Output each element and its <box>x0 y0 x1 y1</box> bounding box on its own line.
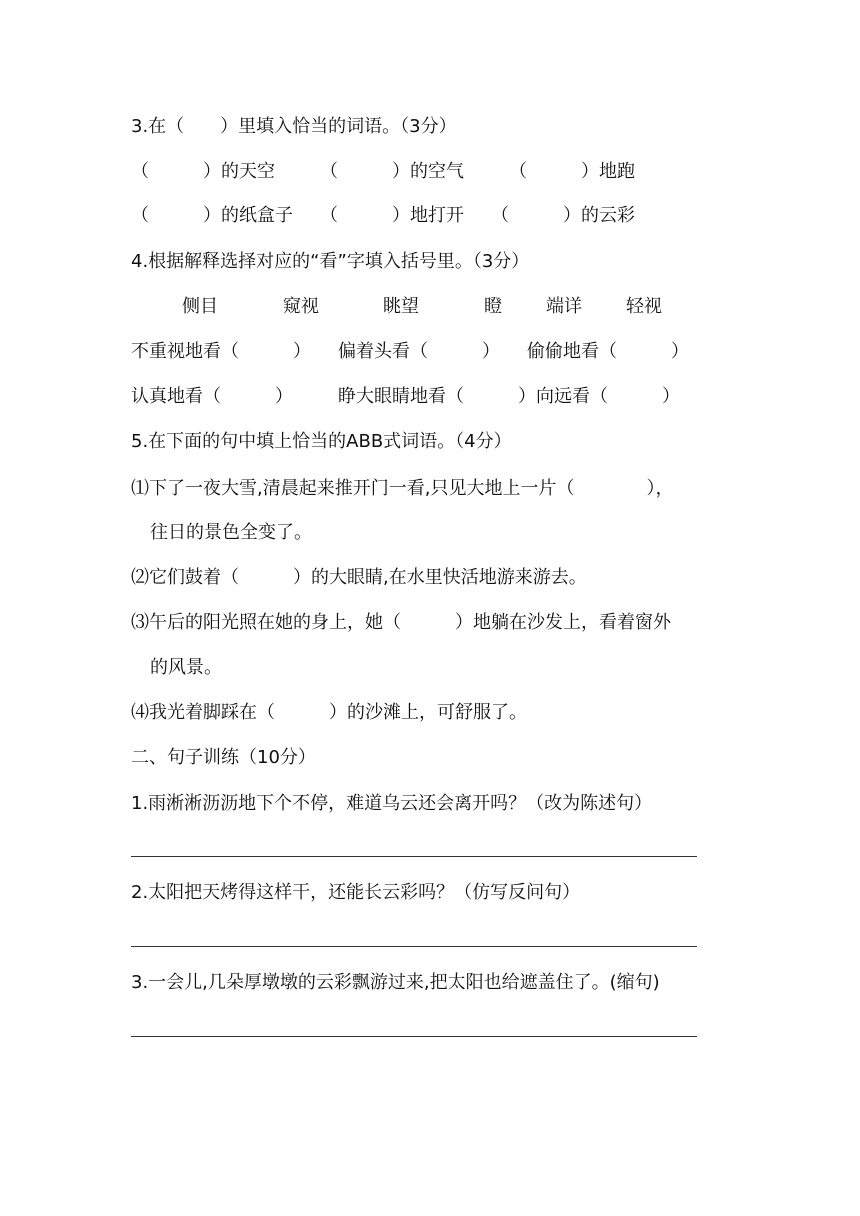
answer-line-3[interactable] <box>131 1036 697 1037</box>
q4-option: 端详 <box>546 296 582 317</box>
q5-sentence-3-cont: 的风景。 <box>150 657 222 678</box>
q4-option: 轻视 <box>626 296 662 317</box>
q5-sentence-1: ⑴下了一夜大雪,清晨起来推开门一看,只见大地上一片（ ）， <box>131 478 674 499</box>
q5-sentence-2: ⑵它们鼓着（ ）的大眼睛,在水里快活地游来游去。 <box>131 567 587 588</box>
q3-row-1: （ ）的天空 （ ）的空气 （ ）地跑 <box>131 161 635 182</box>
q5-title: 5.在下面的句中填上恰当的ABB式词语。（4分） <box>131 431 512 452</box>
q4-title: 4.根据解释选择对应的“看”字填入括号里。（3分） <box>131 251 530 272</box>
section-2-title: 二、句子训练（10分） <box>131 747 316 768</box>
section-2-item-2: 2.太阳把天烤得这样干，还能长云彩吗？（仿写反问句） <box>131 882 581 903</box>
answer-line-1[interactable] <box>131 856 697 857</box>
answer-line-2[interactable] <box>131 946 697 947</box>
section-2-item-3: 3.一会儿,几朵厚墩墩的云彩飘游过来,把太阳也给遮盖住了。(缩句) <box>131 972 660 993</box>
section-2-item-1: 1.雨淅淅沥沥地下个不停，难道乌云还会离开吗？（改为陈述句） <box>131 793 653 814</box>
q4-option: 瞪 <box>484 296 502 317</box>
q4-option: 侧目 <box>182 296 218 317</box>
q4-option: 眺望 <box>383 296 419 317</box>
q4-row-2: 认真地看（ ） 睁大眼睛地看（ ）向远看（ ） <box>131 386 680 407</box>
q5-sentence-3: ⑶午后的阳光照在她的身上，她（ ）地躺在沙发上，看着窗外 <box>131 612 671 633</box>
q4-row-1: 不重视地看（ ） 偏着头看（ ） 偷偷地看（ ） <box>131 341 689 362</box>
q5-sentence-1-cont: 往日的景色全变了。 <box>150 522 312 543</box>
q3-row-2: （ ）的纸盒子 （ ）地打开 （ ）的云彩 <box>131 205 635 226</box>
q3-title: 3.在（ ）里填入恰当的词语。（3分） <box>131 116 457 137</box>
q5-sentence-4: ⑷我光着脚踩在（ ）的沙滩上，可舒服了。 <box>131 702 527 723</box>
q4-option: 窥视 <box>283 296 319 317</box>
